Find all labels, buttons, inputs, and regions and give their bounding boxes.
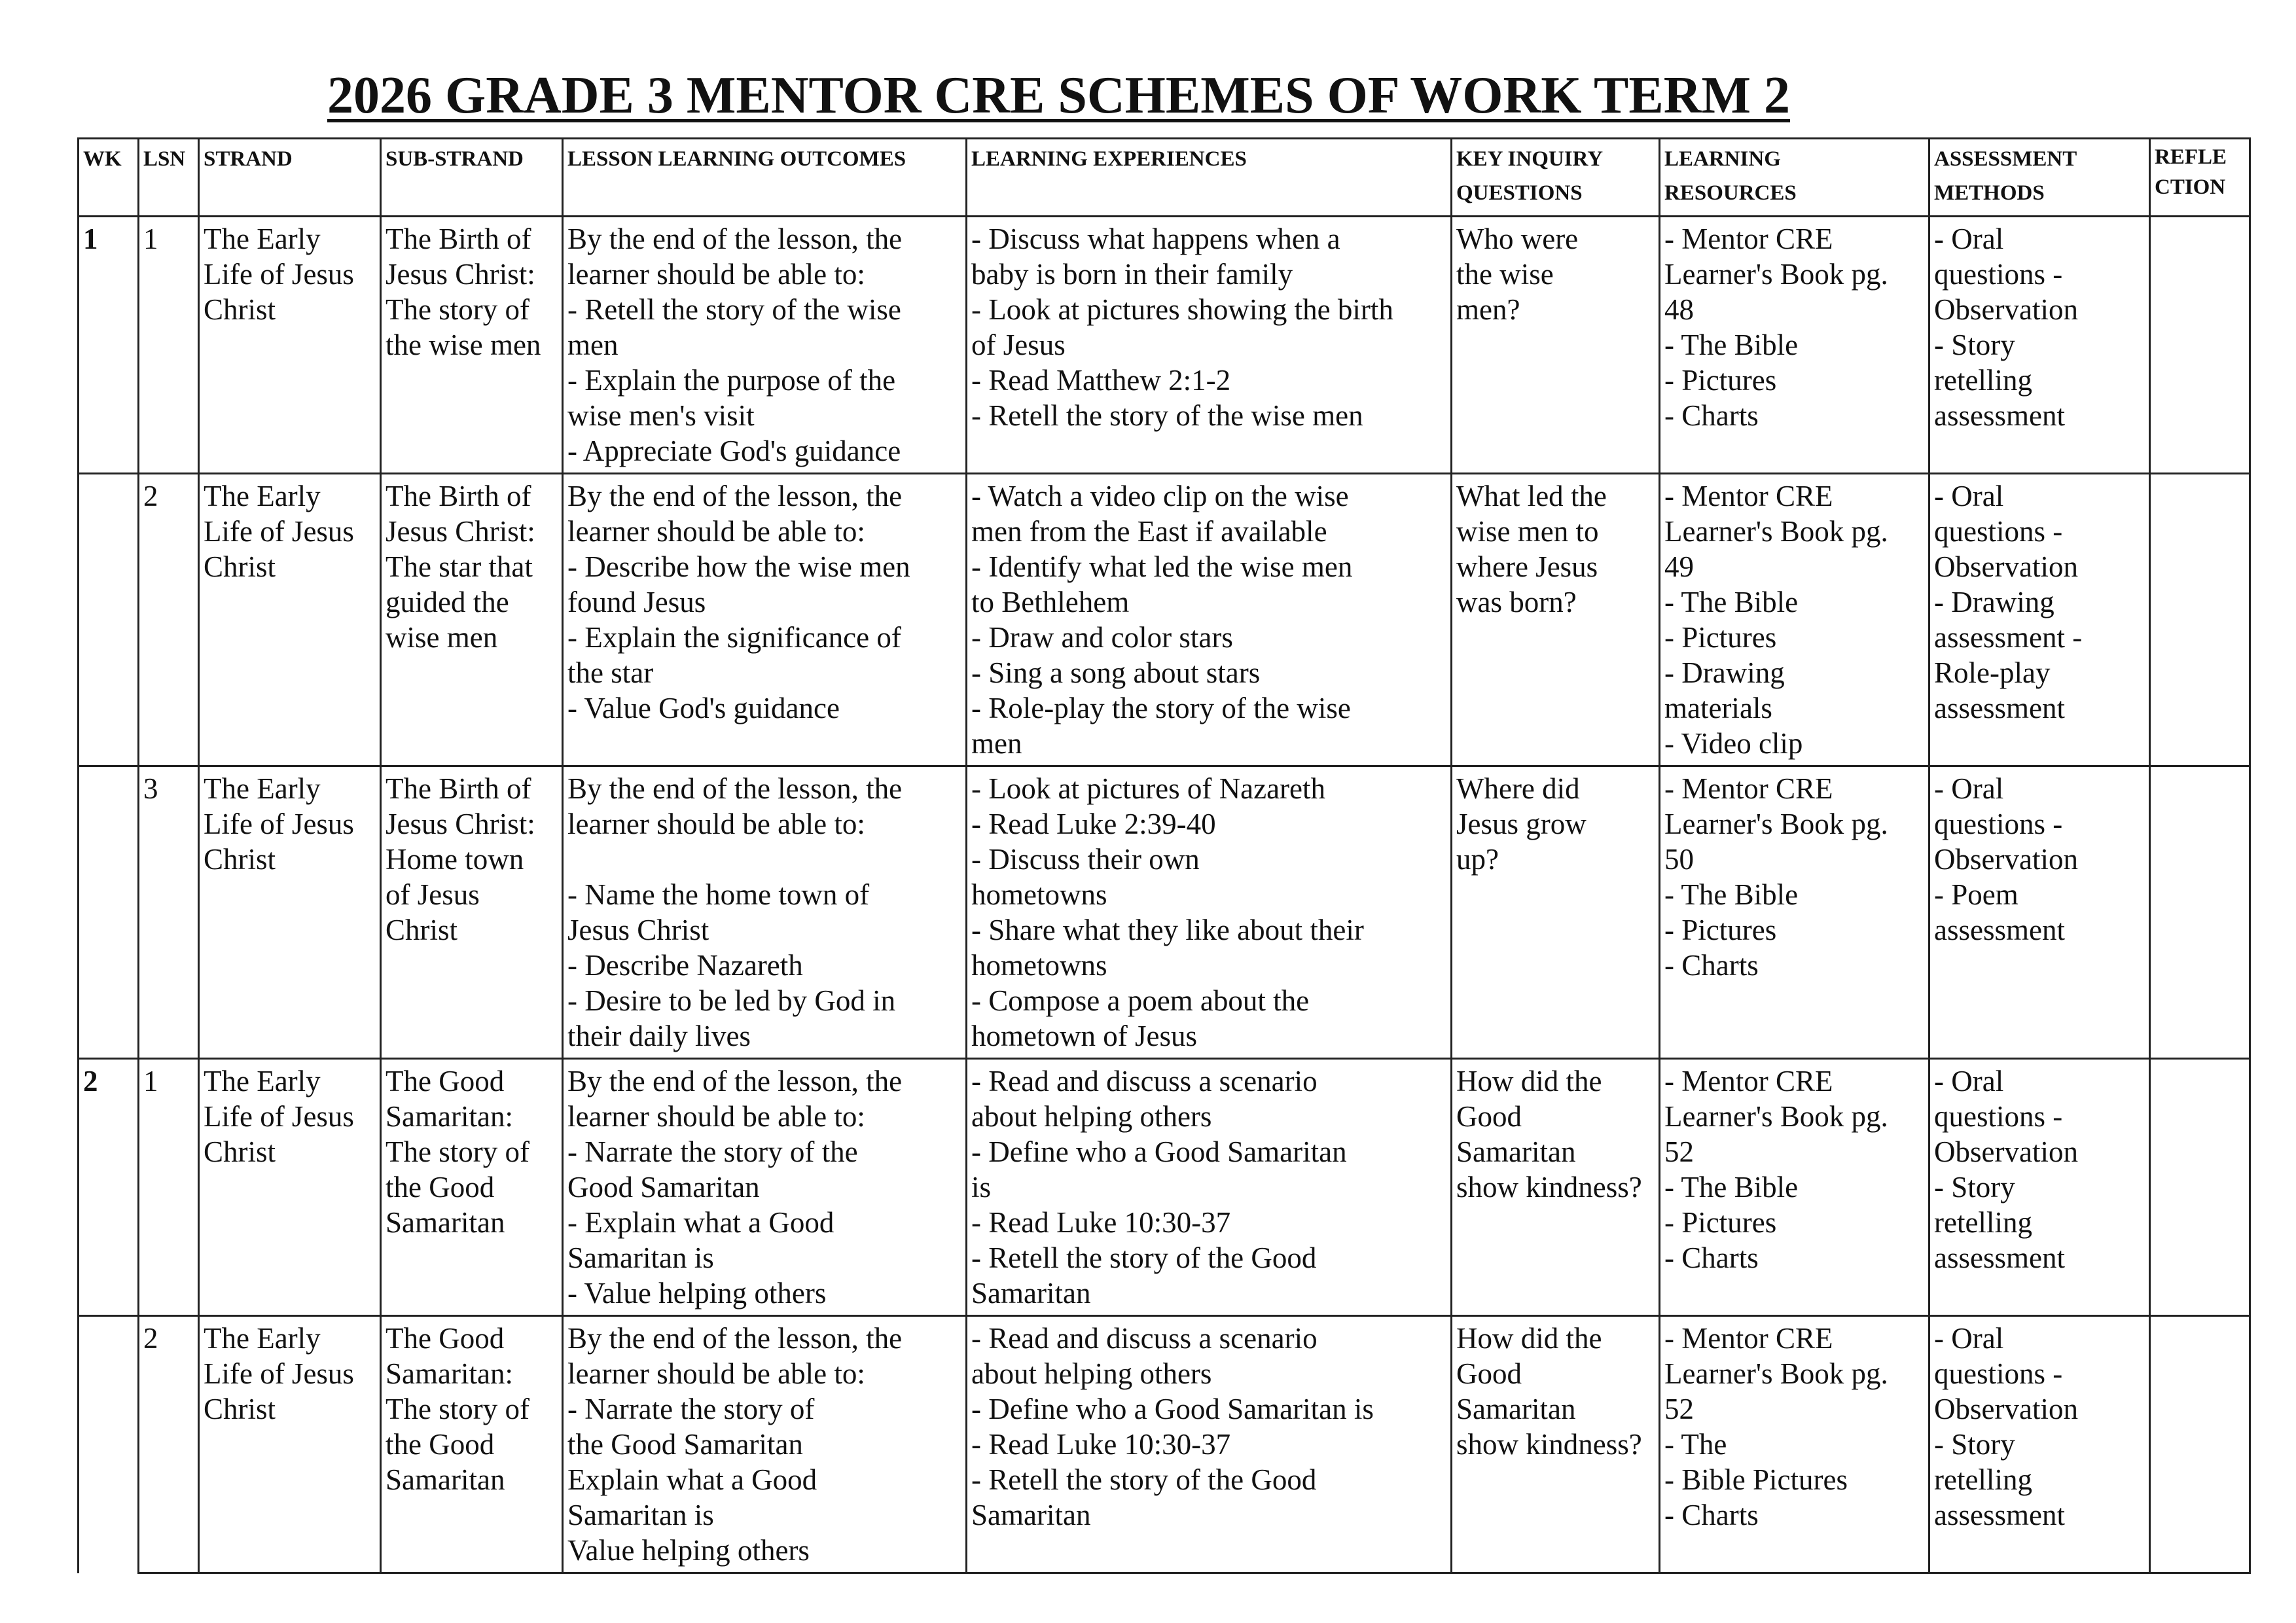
assessment-line: - Oral	[1934, 1065, 2004, 1097]
assessment-line: questions -	[1934, 808, 2063, 840]
reflection-cell	[2150, 1316, 2250, 1573]
assessment-line: Observation	[1934, 293, 2078, 326]
sub-strand-cell	[381, 766, 563, 1059]
resources-line: Learner's Book pg.	[1664, 258, 1888, 291]
experiences-line: - Read Luke 2:39-40	[971, 808, 1216, 840]
experiences-line: men	[971, 727, 1022, 760]
sub-strand-line: guided the	[386, 586, 509, 618]
outcomes-line: - Explain the significance of	[567, 621, 901, 654]
experiences-line: - Read Luke 10:30-37	[971, 1428, 1231, 1461]
assessment-line: - Story	[1934, 1171, 2015, 1204]
outcomes-line: the Good Samaritan	[567, 1428, 803, 1461]
assessment-line: assessment	[1934, 399, 2065, 432]
strand-line: Life of Jesus	[204, 515, 354, 548]
table-body	[79, 217, 2250, 1573]
resources-line: - Mentor CRE	[1664, 1322, 1833, 1355]
key-inquiry-line: was born?	[1456, 586, 1577, 618]
resources-line: - The Bible	[1664, 586, 1799, 618]
strand-line: The Early	[204, 480, 321, 512]
experiences-line: hometown of Jesus	[971, 1020, 1197, 1052]
resources-line: - Pictures	[1664, 364, 1777, 397]
experiences-line: about helping others	[971, 1357, 1212, 1390]
outcomes-line: - Narrate the story of the	[567, 1135, 858, 1168]
week-cell	[79, 1316, 139, 1573]
experiences-line: - Define who a Good Samaritan is	[971, 1393, 1374, 1425]
assessment-cell	[1929, 766, 2150, 1059]
assessment-line: - Oral	[1934, 1322, 2004, 1355]
lesson-cell: 1	[139, 1059, 199, 1316]
header-row	[79, 139, 2250, 217]
outcomes-line: Samaritan is	[567, 1241, 714, 1274]
outcomes-line: wise men's visit	[567, 399, 755, 432]
resources-line: - Mentor CRE	[1664, 223, 1833, 255]
experiences-line: - Compose a poem about the	[971, 984, 1310, 1017]
assessment-line: - Oral	[1934, 223, 2004, 255]
assessment-line: Observation	[1934, 843, 2078, 876]
strand-cell	[199, 766, 381, 1059]
strand-cell	[199, 1316, 381, 1573]
key-inquiry-line: the wise	[1456, 258, 1554, 291]
experiences-line: Samaritan	[971, 1277, 1091, 1310]
key-inquiry-line: show kindness?	[1456, 1428, 1642, 1461]
strand-line: Christ	[204, 550, 276, 583]
header-key-inquiry: KEY INQUIRY QUESTIONS	[1452, 139, 1660, 217]
assessment-line: assessment -	[1934, 621, 2083, 654]
experiences-line: - Identify what led the wise men	[971, 550, 1353, 583]
header-assessment: ASSESSMENT METHODS	[1929, 139, 2150, 217]
experiences-cell	[967, 1059, 1452, 1316]
sub-strand-line: The story of	[386, 1393, 529, 1425]
resources-line: - Mentor CRE	[1664, 772, 1833, 805]
sub-strand-line: Samaritan	[386, 1206, 505, 1239]
experiences-line: hometowns	[971, 949, 1107, 982]
key-inquiry-line: up?	[1456, 843, 1499, 876]
outcomes-line: Samaritan is	[567, 1499, 714, 1531]
key-inquiry-line: Good	[1456, 1357, 1522, 1390]
sub-strand-line: Samaritan:	[386, 1357, 513, 1390]
week-cell	[79, 766, 139, 1059]
sub-strand-line: the Good	[386, 1428, 495, 1461]
outcomes-line: their daily lives	[567, 1020, 751, 1052]
key-inquiry-line: How did the	[1456, 1322, 1602, 1355]
experiences-line: of Jesus	[971, 329, 1066, 361]
key-inquiry-line: Who were	[1456, 223, 1579, 255]
header-outcomes: LESSON LEARNING OUTCOMES	[563, 139, 967, 217]
outcomes-cell	[563, 766, 967, 1059]
outcomes-line: - Describe Nazareth	[567, 949, 803, 982]
sub-strand-cell	[381, 1059, 563, 1316]
outcomes-line: learner should be able to:	[567, 515, 865, 548]
strand-line: Christ	[204, 843, 276, 876]
experiences-line: - Discuss what happens when a	[971, 223, 1340, 255]
strand-line: Life of Jesus	[204, 808, 354, 840]
outcomes-line: learner should be able to:	[567, 1100, 865, 1133]
assessment-line: questions -	[1934, 1357, 2063, 1390]
assessment-line: - Poem	[1934, 878, 2018, 911]
sub-strand-cell	[381, 217, 563, 474]
experiences-line: - Draw and color stars	[971, 621, 1233, 654]
key-inquiry-cell	[1452, 474, 1660, 766]
resources-line: 50	[1664, 843, 1694, 876]
key-inquiry-cell	[1452, 1059, 1660, 1316]
reflection-cell	[2150, 217, 2250, 474]
resources-cell	[1660, 217, 1929, 474]
sub-strand-line: wise men	[386, 621, 498, 654]
strand-line: Christ	[204, 1135, 276, 1168]
experiences-line: - Read and discuss a scenario	[971, 1322, 1318, 1355]
header-lsn: LSN	[139, 139, 199, 217]
sub-strand-line: Christ	[386, 914, 458, 946]
outcomes-line	[567, 842, 961, 877]
sub-strand-line: The Birth of	[386, 772, 531, 805]
sub-strand-line: The Birth of	[386, 480, 531, 512]
outcomes-line: found Jesus	[567, 586, 706, 618]
key-inquiry-cell	[1452, 766, 1660, 1059]
experiences-cell	[967, 474, 1452, 766]
assessment-line: Role-play	[1934, 656, 2051, 689]
experiences-line: - Look at pictures of Nazareth	[971, 772, 1326, 805]
assessment-line: - Oral	[1934, 480, 2004, 512]
sub-strand-line: The star that	[386, 550, 533, 583]
table-row	[79, 1316, 2250, 1573]
sub-strand-line: Samaritan	[386, 1463, 505, 1496]
sub-strand-line: Samaritan:	[386, 1100, 513, 1133]
table-row	[79, 474, 2250, 766]
reflection-cell	[2150, 766, 2250, 1059]
assessment-line: questions -	[1934, 258, 2063, 291]
resources-line: - Bible Pictures	[1664, 1463, 1848, 1496]
key-inquiry-line: Samaritan	[1456, 1393, 1576, 1425]
sub-strand-line: of Jesus	[386, 878, 480, 911]
assessment-line: assessment	[1934, 914, 2065, 946]
strand-cell	[199, 217, 381, 474]
week-cell: 2	[79, 1059, 139, 1316]
outcomes-line: - Retell the story of the wise	[567, 293, 901, 326]
strand-cell	[199, 474, 381, 766]
assessment-line: - Story	[1934, 329, 2015, 361]
key-inquiry-line: show kindness?	[1456, 1171, 1642, 1204]
outcomes-line: Explain what a Good	[567, 1463, 817, 1496]
resources-line: materials	[1664, 692, 1772, 724]
sub-strand-line: The story of	[386, 293, 529, 326]
resources-line: 52	[1664, 1393, 1694, 1425]
assessment-line: - Story	[1934, 1428, 2015, 1461]
resources-line: - Mentor CRE	[1664, 1065, 1833, 1097]
assessment-line: - Oral	[1934, 772, 2004, 805]
outcomes-line: - Desire to be led by God in	[567, 984, 896, 1017]
experiences-line: - Read and discuss a scenario	[971, 1065, 1318, 1097]
key-inquiry-line: Jesus grow	[1456, 808, 1587, 840]
outcomes-line: learner should be able to:	[567, 808, 865, 840]
strand-line: Life of Jesus	[204, 258, 354, 291]
strand-line: The Early	[204, 1322, 321, 1355]
key-inquiry-line: Where did	[1456, 772, 1580, 805]
lesson-cell: 2	[139, 474, 199, 766]
assessment-line: retelling	[1934, 1463, 2032, 1496]
outcomes-line: the star	[567, 656, 654, 689]
key-inquiry-line: Samaritan	[1456, 1135, 1576, 1168]
experiences-line: - Retell the story of the Good	[971, 1241, 1317, 1274]
resources-line: Learner's Book pg.	[1664, 1357, 1888, 1390]
resources-line: - The Bible	[1664, 878, 1799, 911]
assessment-line: retelling	[1934, 1206, 2032, 1239]
sub-strand-line: the wise men	[386, 329, 541, 361]
key-inquiry-cell	[1452, 1316, 1660, 1573]
header-resources: LEARNING RESOURCES	[1660, 139, 1929, 217]
week-cell: 1	[79, 217, 139, 474]
sub-strand-line: Home town	[386, 843, 524, 876]
lesson-cell: 3	[139, 766, 199, 1059]
experiences-line: - Retell the story of the wise men	[971, 399, 1363, 432]
resources-line: Learner's Book pg.	[1664, 1100, 1888, 1133]
outcomes-line: - Value helping others	[567, 1277, 827, 1310]
resources-line: Learner's Book pg.	[1664, 515, 1888, 548]
experiences-line: - Role-play the story of the wise	[971, 692, 1351, 724]
resources-cell	[1660, 766, 1929, 1059]
strand-line: Life of Jesus	[204, 1100, 354, 1133]
key-inquiry-line: wise men to	[1456, 515, 1599, 548]
experiences-cell	[967, 217, 1452, 474]
strand-line: Christ	[204, 293, 276, 326]
resources-line: - Pictures	[1664, 914, 1777, 946]
resources-line: - Charts	[1664, 1499, 1759, 1531]
experiences-line: is	[971, 1171, 992, 1204]
assessment-line: Observation	[1934, 1393, 2078, 1425]
resources-line: - The Bible	[1664, 1171, 1799, 1204]
resources-line: 48	[1664, 293, 1694, 326]
sub-strand-line: Jesus Christ:	[386, 808, 535, 840]
experiences-line: - Retell the story of the Good	[971, 1463, 1317, 1496]
assessment-line: questions -	[1934, 515, 2063, 548]
assessment-cell	[1929, 217, 2150, 474]
outcomes-line: - Name the home town of	[567, 878, 870, 911]
resources-line: - Pictures	[1664, 621, 1777, 654]
reflection-cell	[2150, 474, 2250, 766]
reflection-cell	[2150, 1059, 2250, 1316]
assessment-cell	[1929, 1316, 2150, 1573]
strand-line: Life of Jesus	[204, 1357, 354, 1390]
lesson-cell: 1	[139, 217, 199, 474]
resources-line: - Video clip	[1664, 727, 1803, 760]
resources-line: - Charts	[1664, 399, 1759, 432]
outcomes-cell	[563, 474, 967, 766]
assessment-line: assessment	[1934, 1241, 2065, 1274]
experiences-cell	[967, 766, 1452, 1059]
outcomes-line: - Explain the purpose of the	[567, 364, 896, 397]
key-inquiry-line: where Jesus	[1456, 550, 1598, 583]
outcomes-line: By the end of the lesson, the	[567, 480, 903, 512]
key-inquiry-line: Good	[1456, 1100, 1522, 1133]
assessment-line: Observation	[1934, 1135, 2078, 1168]
resources-cell	[1660, 474, 1929, 766]
assessment-cell	[1929, 474, 2150, 766]
assessment-line: assessment	[1934, 692, 2065, 724]
resources-line: 49	[1664, 550, 1694, 583]
resources-line: 52	[1664, 1135, 1694, 1168]
outcomes-line: By the end of the lesson, the	[567, 1322, 903, 1355]
experiences-line: - Look at pictures showing the birth	[971, 293, 1393, 326]
assessment-cell	[1929, 1059, 2150, 1316]
strand-line: Christ	[204, 1393, 276, 1425]
sub-strand-line: the Good	[386, 1171, 495, 1204]
outcomes-line: learner should be able to:	[567, 1357, 865, 1390]
sub-strand-line: Jesus Christ:	[386, 258, 535, 291]
table-row	[79, 217, 2250, 474]
table-row	[79, 766, 2250, 1059]
experiences-line: - Define who a Good Samaritan	[971, 1135, 1347, 1168]
outcomes-line: By the end of the lesson, the	[567, 772, 903, 805]
resources-line: - Charts	[1664, 1241, 1759, 1274]
assessment-line: retelling	[1934, 364, 2032, 397]
schemes-of-work-table	[77, 137, 2251, 1574]
experiences-line: Samaritan	[971, 1499, 1091, 1531]
key-inquiry-line: What led the	[1456, 480, 1607, 512]
experiences-line: - Watch a video clip on the wise	[971, 480, 1349, 512]
assessment-line: - Drawing	[1934, 586, 2054, 618]
sub-strand-line: The story of	[386, 1135, 529, 1168]
outcomes-line: Good Samaritan	[567, 1171, 760, 1204]
header-reflection: REFLE CTION	[2150, 139, 2250, 217]
header-experiences: LEARNING EXPERIENCES	[967, 139, 1452, 217]
resources-line: - Drawing	[1664, 656, 1785, 689]
outcomes-line: By the end of the lesson, the	[567, 1065, 903, 1097]
outcomes-line: Jesus Christ	[567, 914, 709, 946]
outcomes-line: By the end of the lesson, the	[567, 223, 903, 255]
outcomes-line: men	[567, 329, 619, 361]
header-sub-strand: SUB-STRAND	[381, 139, 563, 217]
experiences-line: baby is born in their family	[971, 258, 1293, 291]
assessment-line: Observation	[1934, 550, 2078, 583]
outcomes-line: - Appreciate God's guidance	[567, 435, 901, 467]
key-inquiry-cell	[1452, 217, 1660, 474]
strand-line: The Early	[204, 1065, 321, 1097]
experiences-line: - Share what they like about their	[971, 914, 1364, 946]
experiences-line: - Read Matthew 2:1-2	[971, 364, 1231, 397]
strand-line: The Early	[204, 772, 321, 805]
resources-line: - Charts	[1664, 949, 1759, 982]
sub-strand-line: The Good	[386, 1322, 505, 1355]
key-inquiry-line: How did the	[1456, 1065, 1602, 1097]
header-strand: STRAND	[199, 139, 381, 217]
sub-strand-cell	[381, 474, 563, 766]
strand-line: The Early	[204, 223, 321, 255]
outcomes-line: - Value God's guidance	[567, 692, 840, 724]
outcomes-line: - Narrate the story of	[567, 1393, 815, 1425]
outcomes-cell	[563, 1316, 967, 1573]
week-cell	[79, 474, 139, 766]
sub-strand-line: Jesus Christ:	[386, 515, 535, 548]
resources-line: - The	[1664, 1428, 1727, 1461]
assessment-line: questions -	[1934, 1100, 2063, 1133]
outcomes-line: - Describe how the wise men	[567, 550, 910, 583]
experiences-line: about helping others	[971, 1100, 1212, 1133]
experiences-line: - Discuss their own	[971, 843, 1200, 876]
outcomes-cell	[563, 217, 967, 474]
sub-strand-line: The Good	[386, 1065, 505, 1097]
table-row	[79, 1059, 2250, 1316]
experiences-line: to Bethlehem	[971, 586, 1130, 618]
resources-line: - Pictures	[1664, 1206, 1777, 1239]
experiences-line: men from the East if available	[971, 515, 1327, 548]
outcomes-line: - Explain what a Good	[567, 1206, 834, 1239]
experiences-line: - Sing a song about stars	[971, 656, 1261, 689]
experiences-line: hometowns	[971, 878, 1107, 911]
resources-cell	[1660, 1059, 1929, 1316]
outcomes-line: Value helping others	[567, 1534, 810, 1567]
assessment-line: assessment	[1934, 1499, 2065, 1531]
outcomes-cell	[563, 1059, 967, 1316]
page-title: 2026 GRADE 3 MENTOR CRE SCHEMES OF WORK TERM 2	[327, 67, 1791, 124]
resources-cell	[1660, 1316, 1929, 1573]
header-wk: WK	[79, 139, 139, 217]
lesson-cell: 2	[139, 1316, 199, 1573]
experiences-cell	[967, 1316, 1452, 1573]
experiences-line: - Read Luke 10:30-37	[971, 1206, 1231, 1239]
outcomes-line: learner should be able to:	[567, 258, 865, 291]
key-inquiry-line: men?	[1456, 293, 1520, 326]
resources-line: - The Bible	[1664, 329, 1799, 361]
sub-strand-line: The Birth of	[386, 223, 531, 255]
strand-cell	[199, 1059, 381, 1316]
resources-line: - Mentor CRE	[1664, 480, 1833, 512]
resources-line: Learner's Book pg.	[1664, 808, 1888, 840]
sub-strand-cell	[381, 1316, 563, 1573]
